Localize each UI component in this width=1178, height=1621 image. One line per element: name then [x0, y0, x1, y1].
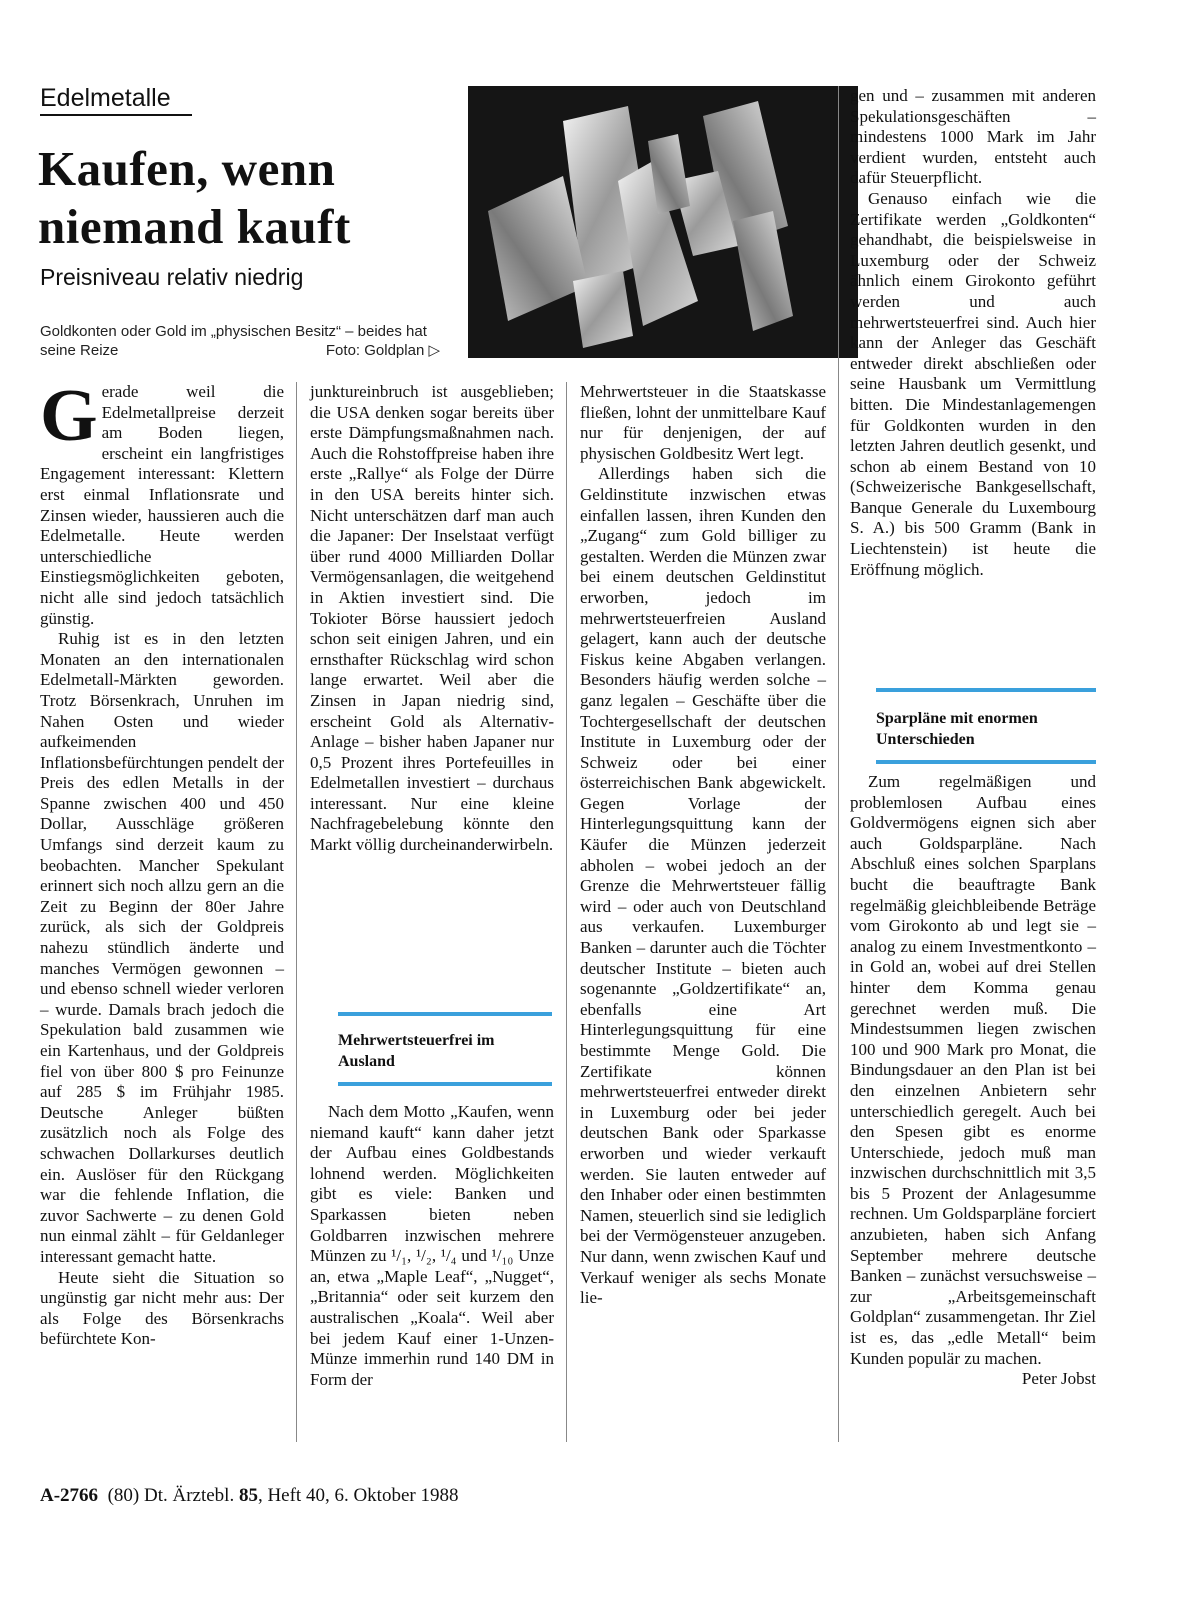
column-2	[310, 382, 554, 856]
paragraph: Mehrwertsteuer in die Staatskasse fließen, lohnt der unmittelbare Kauf nur für denjenigen, der auf physischen Goldbesitz Wert legt.	[580, 382, 826, 463]
paragraph: Heute sieht die Situation so ungünstig gar nicht mehr aus: Der als Folge des Börsenkrachs befürchtete Kon-	[40, 1267, 284, 1349]
box-rule-top	[876, 688, 1096, 692]
paragraph: gen und – zusammen mit anderen Spekulationsgeschäften – mindestens 1000 Mark im Jahr verdient wurden, entsteht auch dafür Steuerpflicht.	[850, 86, 1096, 188]
gold-bars-illustration	[468, 86, 858, 358]
page-number-alt: (80)	[107, 1485, 140, 1506]
box-title: Sparpläne mit enormen Unterschieden	[876, 710, 1038, 748]
subheading-box-2	[876, 688, 1096, 764]
journal-name: Dt. Ärztebl.	[143, 1485, 235, 1506]
page-footer	[40, 1485, 458, 1507]
journal-volume: 85	[238, 1485, 258, 1506]
photo-credit: Foto: Goldplan ▷	[325, 342, 440, 359]
paragraph: Allerdings haben sich die Geldinstitute inzwischen etwas einfallen lassen, ihren Kunden den „Zugang“ zum Gold billiger zu gestalten. Werden die Münzen zwar bei einem deutschen Geldinstitut erworben, jedoch im mehrwertsteuerfreien Ausland gelagert, kann auch der deutsche Fiskus keine Abgaben verlangen. Besonders häufig werden solche – ganz legalen – Geschäfte über die Tochtergesellschaft der deutschen Institute in Luxemburg oder der Schweiz oder bei einer österreichischen Bank abgewickelt. Gegen Vorlage der Hinterlegungsquittung kann der Käufer die Münzen jederzeit abholen – wobei jedoch an der Grenze die Mehrwertsteuer fällig wird – oder auch von Deutschland aus verkaufen. Luxemburger Banken – darunter auch die Töchter deutscher Institute – bieten auch sogenannte „Goldzertifikate“ an, ebenfalls eine Art Hinterlegungsquittung für eine bestimmte Menge Gold. Die Zertifikate können mehrwertsteuerfrei entweder direkt in Luxemburg oder bei jeder deutschen Bank oder Sparkasse erworben und wieder verkauft werden. Sie lauten entweder auf den Inhaber oder einen bestimmten Namen, steuerlich sind sie lediglich bei der Vermögensteuer anzugeben. Nur dann, wenn zwischen Kauf und Verkauf weniger als sechs Monate lie-	[580, 464, 826, 1308]
column-divider	[838, 86, 839, 1442]
paragraph: Gerade weil die Edelmetallpreise derzeit am Boden liegen, erscheint ein langfristiges Engagement interessant: Klettern erst einmal Inflationsrate und Zinsen wieder, haussieren auch die Edelmetalle. Heute werden unterschiedliche Einstiegsmöglichkeiten geboten, nicht alle sind jedoch tatsächlich günstig.	[40, 375, 284, 628]
headline: Kaufen, wenn niemand kauft	[38, 141, 351, 254]
subheading-box-1	[338, 1012, 552, 1086]
kicker-underline	[40, 114, 192, 116]
column-4-continued	[850, 772, 1096, 1390]
column-3	[580, 382, 826, 1309]
kicker: Edelmetalle	[40, 84, 171, 112]
subheadline: Preisniveau relativ niedrig	[40, 264, 304, 290]
paragraph: Nach dem Motto „Kaufen, wenn niemand kauft“ kann daher jetzt der Aufbau eines Goldbestands lohnend werden. Möglichkeiten gibt es viele: Banken und Sparkassen bieten neben Goldbarren inzwischen mehrere Münzen zu ¹/₁, ¹/₂, ¹/₄ und ¹/₁₀ Unze an, etwa „Maple Leaf“, „Nugget“, „Britannia“ oder seit kurzem den australischen „Koala“. Weil aber bei jedem Kauf einer 1-Unzen-Münze immerhin rund 140 DM in Form der	[310, 1102, 554, 1389]
column-1	[40, 375, 284, 1350]
column-2-continued	[310, 1102, 554, 1390]
column-divider	[296, 382, 297, 1442]
drop-cap: G	[40, 375, 98, 457]
column-divider	[566, 382, 567, 1442]
paragraph: junktureinbruch ist ausgeblieben; die USA denken sogar bereits über erste Dämpfungsmaßnahmen nach. Auch die Rohstoffpreise haben ihre erste „Rallye“ als Folge der Dürre in den USA bereits hinter sich. Nicht unterschätzen darf man auch die Japaner: Der Inselstaat verfügt über rund 4000 Milliarden Dollar Vermögensanlagen, die weitgehend in Aktien investiert sind. Die Tokioter Börse haussiert jedoch schon seit einigen Jahren, und ein ernsthafter Rückschlag wird schon lange erwartet. Weil aber die Zinsen in Japan niedrig sind, erscheint Gold als Alternativ-Anlage – bisher haben Japaner nur 0,5 Prozent ihres Portefeuilles in Edelmetallen investiert – durchaus interessant. Nur eine kleine Nachfragebelebung könnte den Markt völlig durcheinanderwirbeln.	[310, 382, 554, 855]
box-title: Mehrwertsteuerfrei im Ausland	[338, 1032, 495, 1070]
author: Peter Jobst	[1021, 1369, 1096, 1389]
box-rule-bottom	[876, 760, 1096, 764]
box-rule-top	[338, 1012, 552, 1016]
page-number: A-2766	[40, 1485, 99, 1506]
paragraph: Ruhig ist es in den letzten Monaten an den internationalen Edelmetall-Märkten geworden. Trotz Börsenkrach, Unruhen im Nahen Osten und wieder aufkeimenden Inflationsbefürchtungen pendelt der Preis des edlen Metalls in der Spanne zwischen 400 und 450 Dollar, Ausschläge größeren Umfangs sind derzeit kaum zu beobachten. Mancher Spekulant erinnert sich noch allzu gern an die Zeit zu Beginn der 80er Jahre zurück, als sich der Goldpreis nahezu stündlich änderte und manches Vermögen gewonnen – und ebenso schnell wieder verloren – wurde. Damals brach jedoch die Spekulation bald zusammen wie ein Kartenhaus, und der Goldpreis fiel von über 800 $ pro Feinunze auf 285 $ im Frühjahr 1985. Deutsche Anleger büßten zusätzlich noch als Folge des schwachen Dollarkurses deutlich ein. Auslöser für den Rückgang war die fehlende Inflation, die zuvor Sachwerte – zu denen Gold nun einmal zählt – für Geldanleger interessant gemacht hatte.	[40, 629, 284, 1266]
caption-text: Goldkonten oder Gold im „physischen Besitz“ – beides hat seine Reize	[40, 323, 427, 359]
paragraph: Genauso einfach wie die Zertifikate werden „Goldkonten“ gehandhabt, die beispielsweise in Luxemburg oder der Schweiz ähnlich einem Girokonto geführt werden und auch mehrwertsteuerfrei sind. Auch hier kann der Anleger das Geschäft entweder direkt abschließen oder seine Hausbank um Vermittlung bitten. Die Mindestanlagemengen für Goldkonten wurden in den letzten Jahren deutlich gesenkt, und schon ab einem Bestand von 10 (Schweizerische Bankgesellschaft, Banque Generale du Luxembourg S. A.) bis 500 Gramm (Bank in Liechtenstein) ist heute die Eröffnung möglich.	[850, 188, 1096, 579]
gold-bars-photo	[468, 86, 858, 358]
journal-issue: , Heft 40, 6. Oktober 1988	[257, 1485, 459, 1506]
column-4	[850, 86, 1096, 580]
paragraph: Zum regelmäßigen und problemlosen Aufbau eines Goldvermögens eignen sich aber auch Goldsparpläne. Nach Abschluß eines solchen Sparplans bucht die beauftragte Bank regelmäßig gleichbleibende Beträge vom Girokonto ab und legt sie – analog zu einem Investmentkonto – in Gold an, wobei auf drei Stellen hinter dem Komma genau gerechnet werden muß. Die Mindestsummen liegen zwischen 100 und 900 Mark pro Monat, die Bindungsdauer an den Plan ist bei den einzelnen Anbietern sehr unterschiedlich geregelt. Auch bei den Spesen gibt es enorme Unterschiede, jedoch muß man inzwischen durchschnittlich mit 3,5 bis 5 Prozent der Anlagesumme rechnen. Um Goldsparpläne forciert anzubieten, haben sich Anfang September mehrere deutsche Banken – zunächst versuchsweise – zur „Arbeitsgemeinschaft Goldplan“ zusammengetan. Ihr Ziel ist es, das „edle Metall“ beim Kunden populär zu machen. Peter Jobst	[850, 772, 1096, 1389]
photo-caption	[40, 322, 440, 360]
box-rule-bottom	[338, 1082, 552, 1086]
